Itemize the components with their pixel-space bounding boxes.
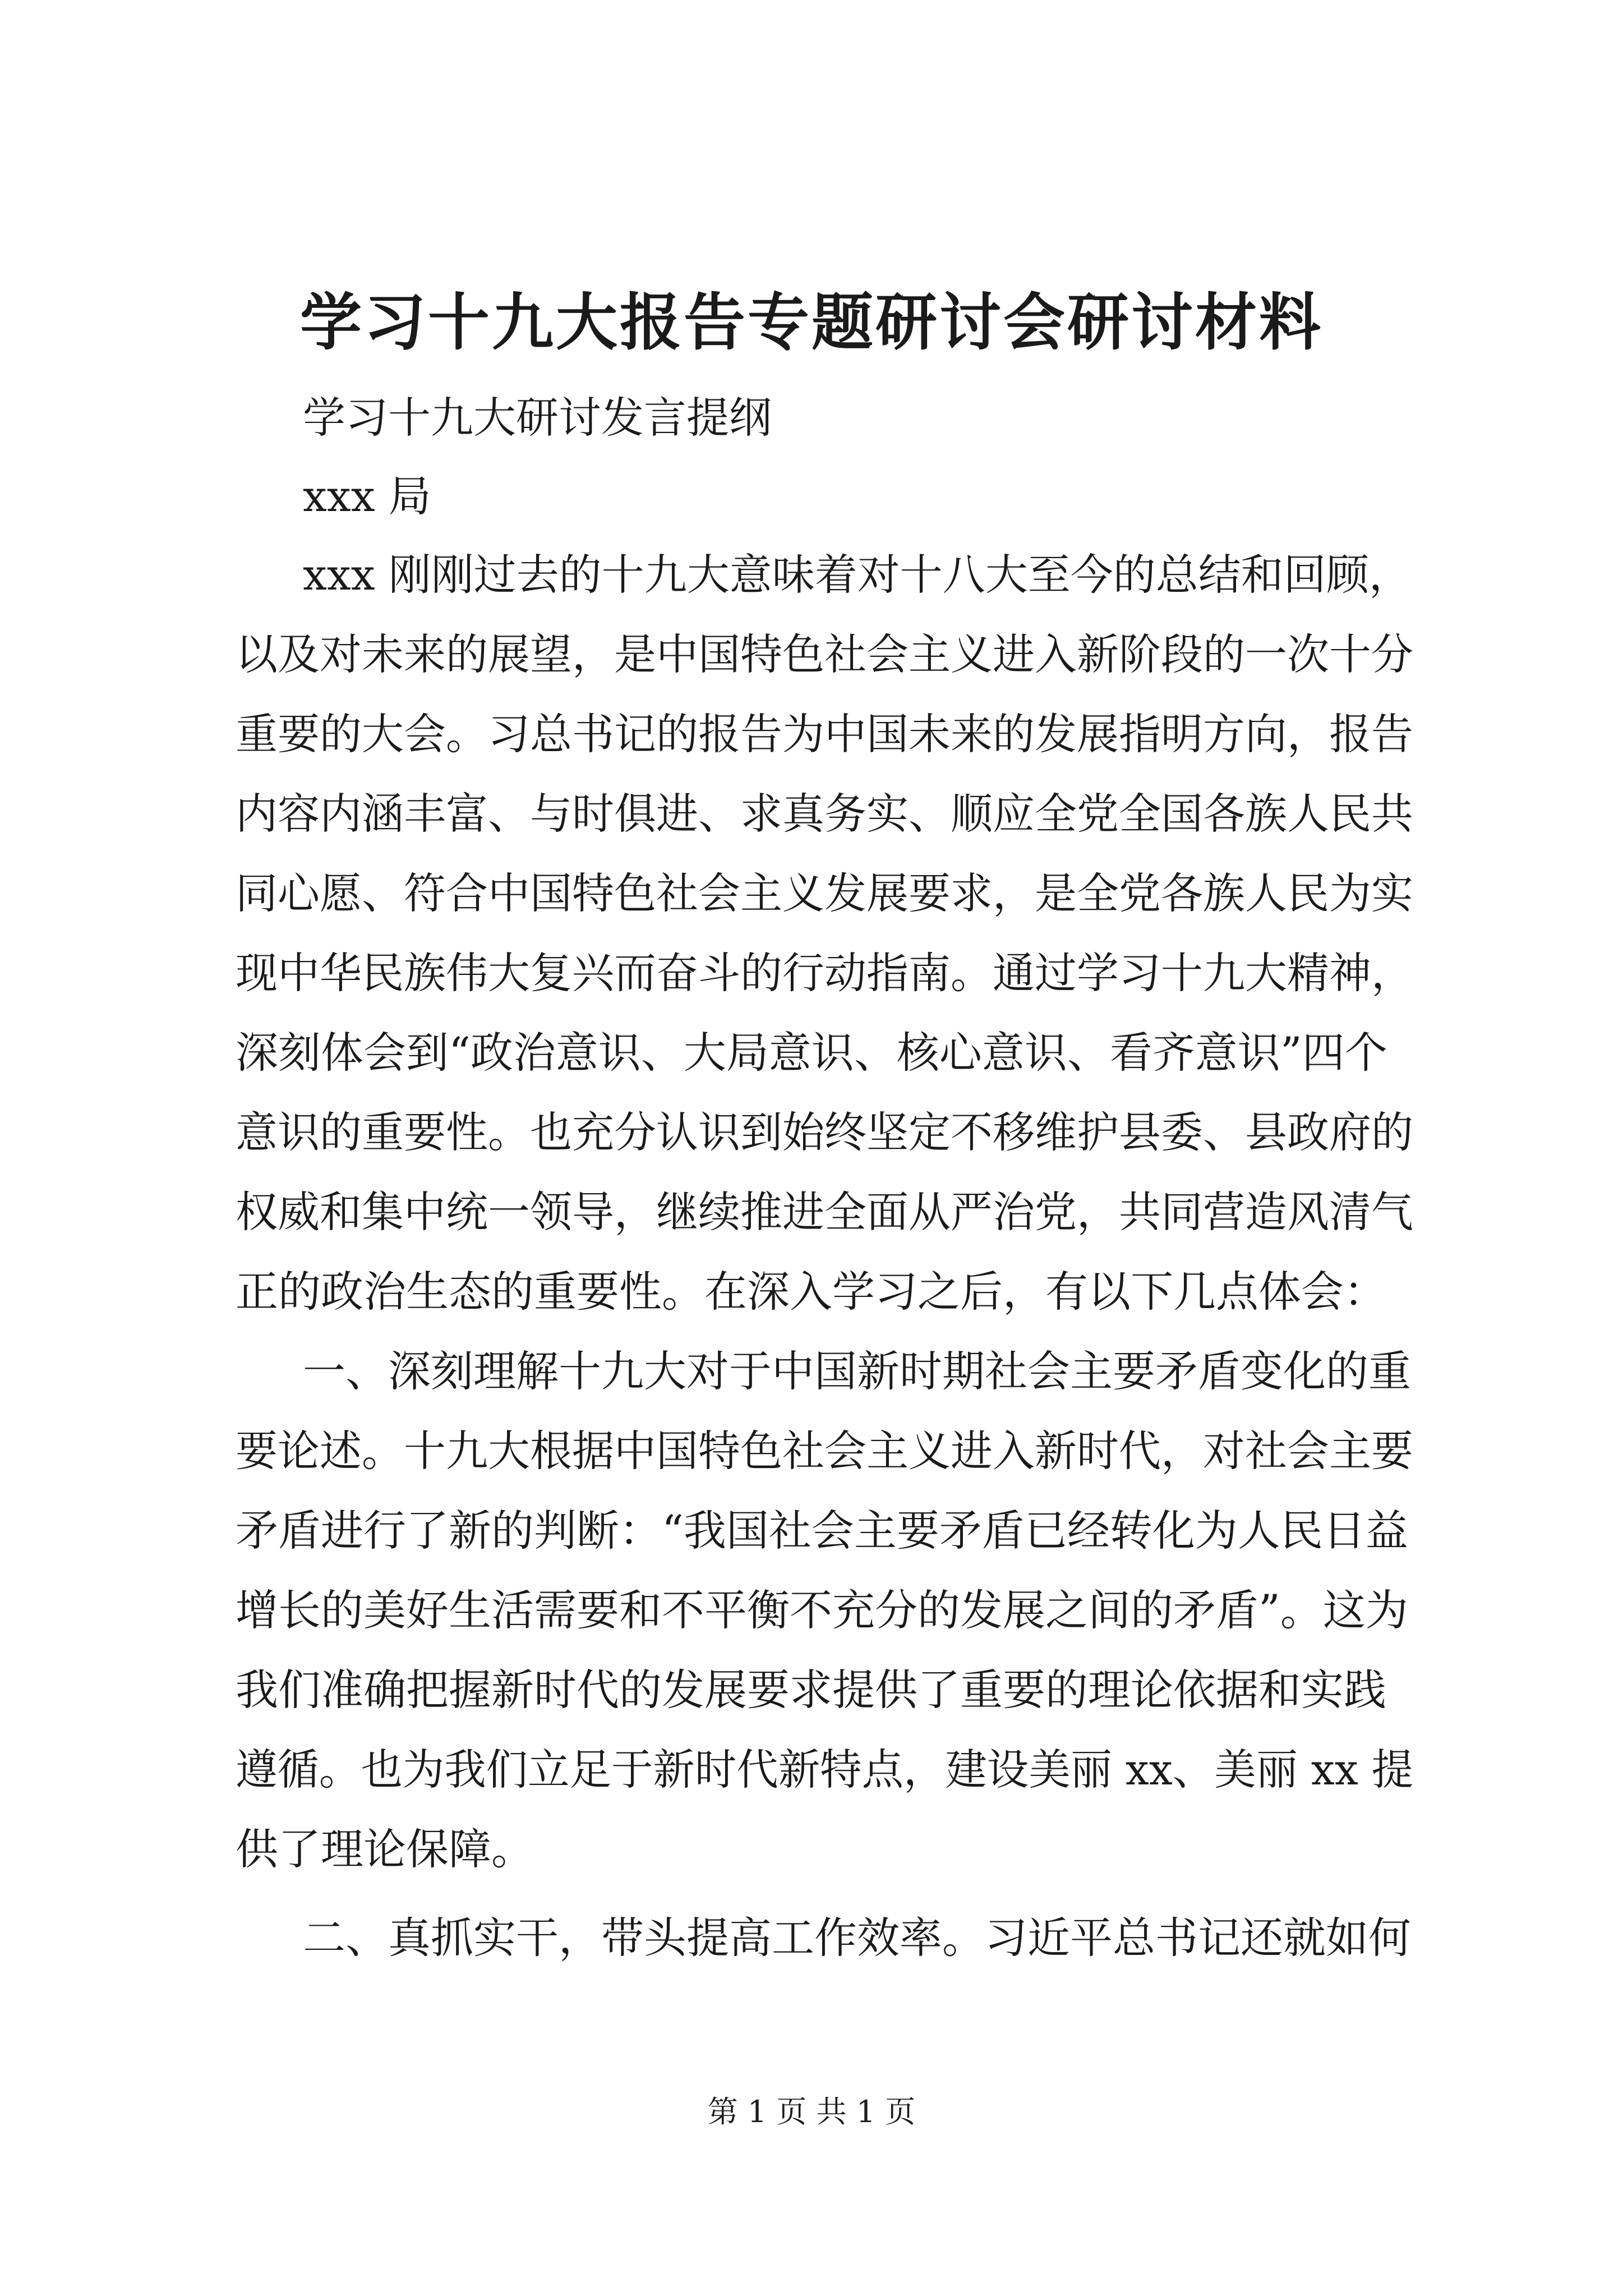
body-line-15: 我们准确把握新时代的发展要求提供了重要的理论依据和实践 — [236, 1665, 1386, 1715]
body-line-1: xxx 刚刚过去的十九大意味着对十八大至今的总结和回顾， — [303, 550, 1412, 600]
subtitle: 学习十九大研讨发言提纲 — [303, 393, 772, 443]
body-line-11: 一、深刻理解十九大对于中国新时期社会主要矛盾变化的重 — [303, 1346, 1411, 1396]
author-line: xxx 局 — [303, 471, 431, 521]
body-line-13: 矛盾进行了新的判断：“我国社会主要矛盾已经转化为人民日益 — [236, 1506, 1408, 1556]
body-line-5: 同心愿、符合中国特色社会主义发展要求，是全党各族人民为实 — [236, 868, 1413, 918]
body-line-2: 以及对未来的展望，是中国特色社会主义进入新阶段的一次十分 — [236, 629, 1413, 679]
body-line-7: 深刻体会到“政治意识、大局意识、核心意识、看齐意识”四个 — [236, 1028, 1387, 1078]
body-line-18: 二、真抓实干，带头提高工作效率。习近平总书记还就如何 — [303, 1913, 1411, 1963]
document-title: 学习十九大报告专题研讨会研讨材料 — [300, 286, 1323, 358]
body-line-14: 增长的美好生活需要和不平衡不充分的发展之间的矛盾”。这为 — [236, 1585, 1408, 1635]
body-line-3: 重要的大会。习总书记的报告为中国未来的发展指明方向，报告 — [236, 709, 1413, 759]
body-line-9: 权威和集中统一领导，继续推进全面从严治党，共同营造风清气 — [236, 1187, 1413, 1237]
body-line-4: 内容内涵丰富、与时俱进、求真务实、顺应全党全国各族人民共 — [236, 789, 1413, 839]
body-line-6: 现中华民族伟大复兴而奋斗的行动指南。通过学习十九大精神， — [236, 948, 1413, 998]
body-line-8: 意识的重要性。也充分认识到始终坚定不移维护县委、县政府的 — [236, 1107, 1413, 1157]
body-line-10: 正的政治生态的重要性。在深入学习之后，有以下几点体会： — [236, 1267, 1386, 1317]
body-line-12: 要论述。十九大根据中国特色社会主义进入新时代，对社会主要 — [236, 1426, 1413, 1476]
page-footer: 第 1 页 共 1 页 — [707, 2094, 916, 2129]
body-line-17: 供了理论保障。 — [236, 1824, 534, 1874]
body-line-16: 遵循。也为我们立足于新时代新特点，建设美丽 xx、美丽 xx 提 — [236, 1745, 1413, 1795]
